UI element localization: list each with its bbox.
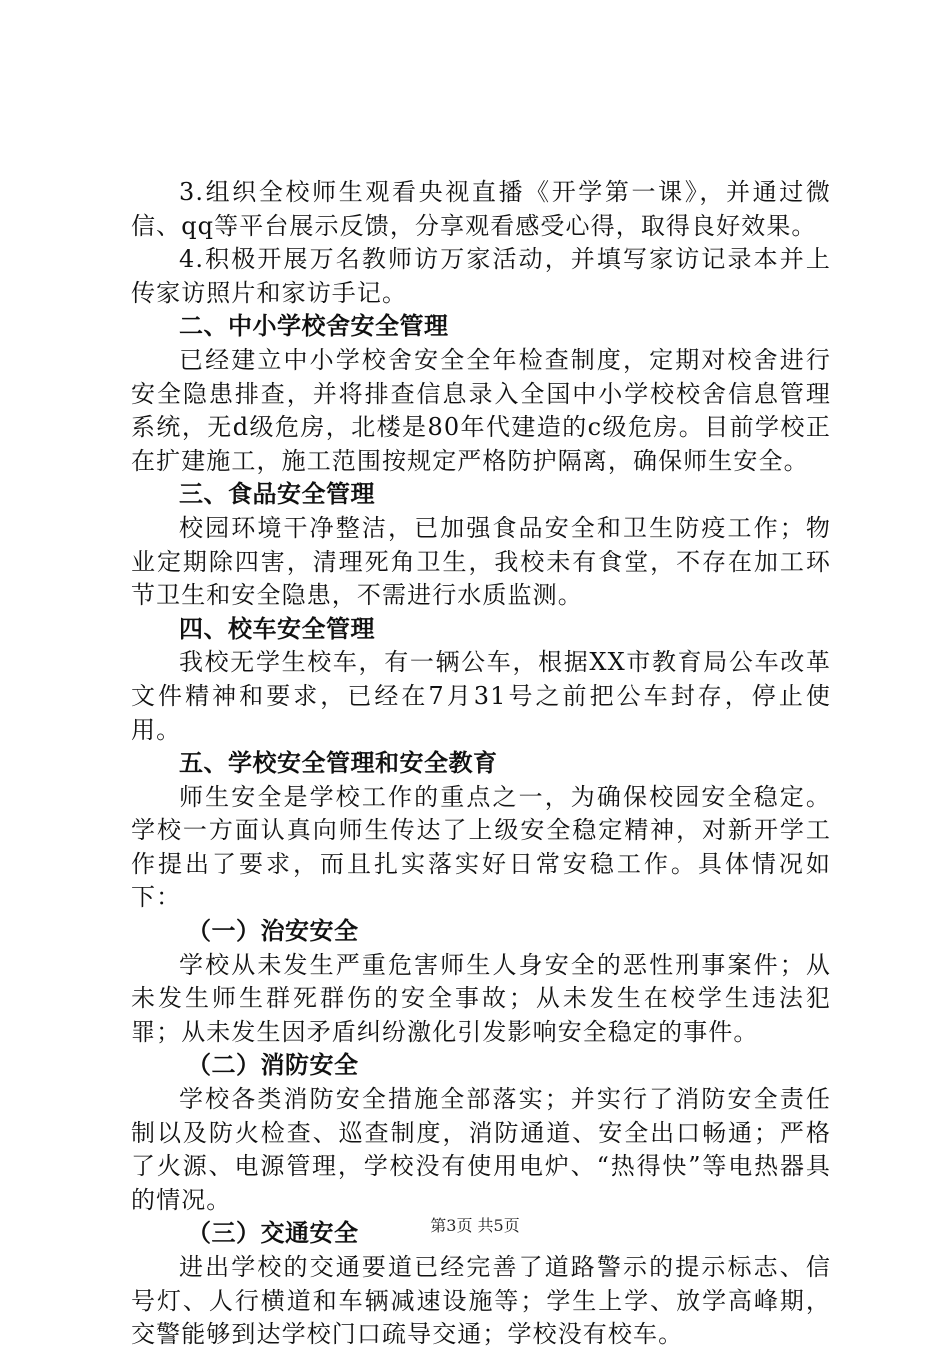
- subsection-heading: （三）交通安全: [187, 1219, 359, 1248]
- paragraph: 校园环境干净整洁，已加强食品安全和卫生防疫工作；物业定期除四害，清理死角卫生，我校未有食堂，不存在加工环节卫生和安全隐患，不需进行水质监测。: [131, 513, 831, 610]
- section-heading: 五、学校安全管理和安全教育: [179, 749, 498, 778]
- paragraph: 已经建立中小学校舍安全全年检查制度，定期对校舍进行安全隐患排查，并将排查信息录入全国中小学校校舍信息管理系统，无d级危房，北楼是80年代建造的c级危房。目前学校正在扩建施工，施工范围按规定严格防护隔离，确保师生安全。: [131, 345, 831, 475]
- section-heading: 二、中小学校舍安全管理: [179, 312, 449, 341]
- document-body: [131, 176, 831, 1352]
- section-heading: 三、食品安全管理: [179, 480, 375, 509]
- paragraph: 学校从未发生严重危害师生人身安全的恶性刑事案件；从未发生师生群死群伤的安全事故；从未发生在校学生违法犯罪；从未发生因矛盾纠纷激化引发影响安全稳定的事件。: [131, 950, 831, 1046]
- paragraph: 学校各类消防安全措施全部落实；并实行了消防安全责任制以及防火检查、巡查制度，消防通道、安全出口畅通；严格了火源、电源管理，学校没有使用电炉、“热得快”等电热器具的情况。: [131, 1085, 831, 1214]
- paragraph: 我校无学生校车，有一辆公车，根据XX市教育局公车改革文件精神和要求，已经在7月31号之前把公车封存，停止使用。: [131, 648, 831, 744]
- paragraph: 4.积极开展万名教师访万家活动，并填写家访记录本并上传家访照片和家访手记。: [131, 245, 831, 307]
- subsection-heading: （二）消防安全: [187, 1051, 359, 1080]
- page-number-footer: 第3页 共5页: [430, 1216, 520, 1235]
- paragraph: 进出学校的交通要道已经完善了道路警示的提示标志、信号灯、人行横道和车辆减速设施等；学生上学、放学高峰期，交警能够到达学校门口疏导交通；学校没有校车。: [131, 1253, 831, 1349]
- section-heading: 四、校车安全管理: [179, 614, 375, 643]
- paragraph: 3.组织全校师生观看央视直播《开学第一课》，并通过微信、qq等平台展示反馈，分享观看感受心得，取得良好效果。: [131, 178, 831, 240]
- paragraph: 师生安全是学校工作的重点之一，为确保校园安全稳定。学校一方面认真向师生传达了上级安全稳定精神，对新开学工作提出了要求，而且扎实落实好日常安稳工作。具体情况如下：: [131, 782, 831, 912]
- subsection-heading: （一）治安安全: [187, 917, 359, 946]
